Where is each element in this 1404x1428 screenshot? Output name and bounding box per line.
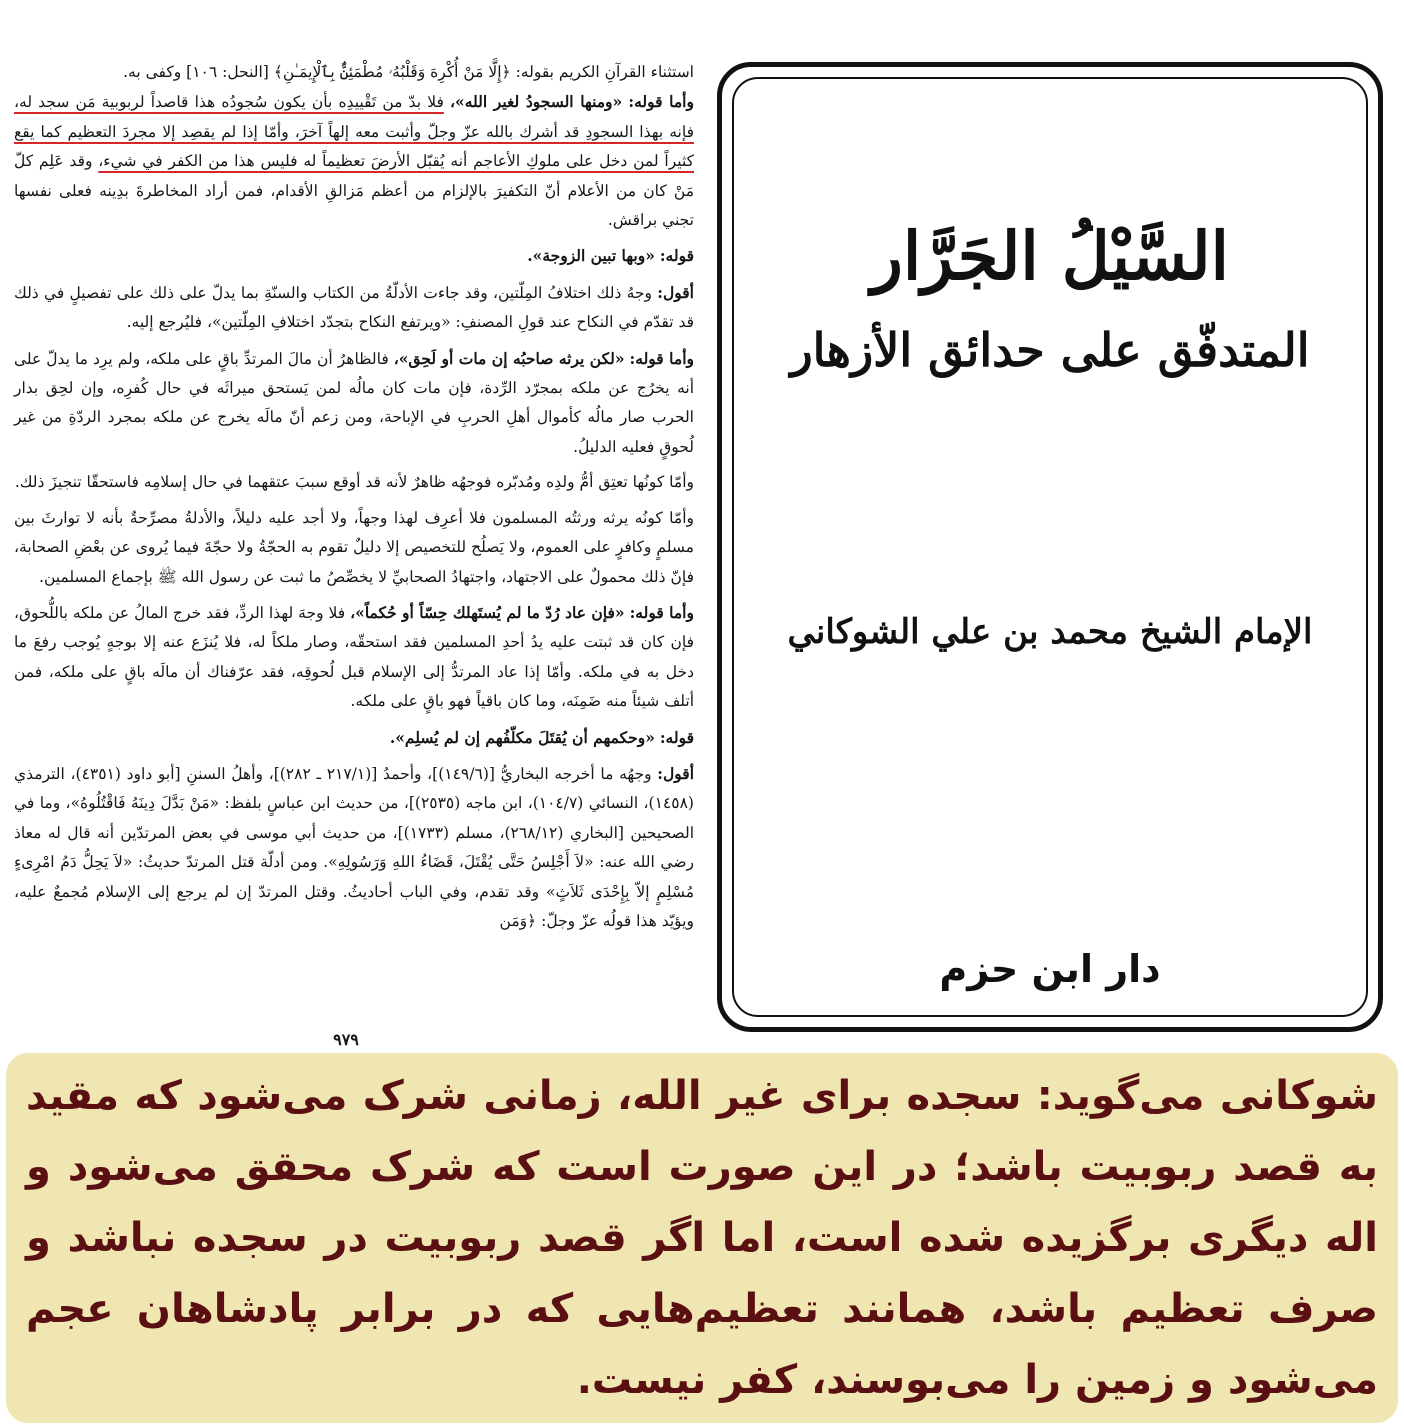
cover-publisher-logo: دار ابن حزم [939, 947, 1161, 991]
paragraph-lead: قوله: [659, 727, 694, 747]
paragraph-lead: أقول: [657, 763, 695, 783]
paragraph-two-religions [14, 278, 694, 338]
paragraph-text: استثناء القرآنِ الكريم بقوله: ﴿إِلَّا مَنْ أُكْرِهَ وَقَلْبُهُۥ مُطْمَئِنٌّۢ بِٱلْإِيمَـٰنِ﴾ [النحل: ١٠٦] وكفى به. [123, 63, 694, 81]
paragraph-lead: وأما قوله: [628, 92, 694, 112]
paragraph-lead: وأما قوله: [629, 602, 694, 622]
paragraph-sujud-non-allah [14, 87, 694, 235]
book-cover [717, 62, 1383, 1032]
paragraph-manumission [14, 468, 694, 497]
paragraph-quote: «لكن يرثه صاحبُه إن مات أو لَحِق»، [393, 348, 625, 368]
paragraph-muslim-heirs [14, 504, 694, 592]
paragraph-text: وجهُه ما أخرجه البخاريُّ [(١٤٩/٦)]، وأحمدُ [(٢١٧/١ ـ ٢٨٢)]، وأهلُ السننِ [أبو داود (٤٣٥١)، الترمذي (١٤٥٨)، النسائي (١٠٤/٧)، ابن ماجه (٢٥٣٥)]، من حديث ابن عباسٍ بلفظ: «مَنْ بَدَّلَ دِينَهُ فَاقْتُلُوهُ»، وما في الصحيحين [البخاري (٢٦٨/١٢)، مسلم (١٧٣٣)]، من حديث أبي موسى في بعض المرتدّين أنه قال له معاذ رضي الله عنه: «لاَ أَجْلِسُ حَتَّى يُقْتَلَ، قَضَاءُ اللهِ وَرَسُولِهِ». ومن أدلّة قتل المرتدّ حديثُ: «لاَ يَحِلُّ دَمُ امْرِىءٍ مُسْلِمٍ إلاّ بِإِحْدَى ثَلاَثٍ» وقد تقدم، وفي الباب أحاديثُ. وقتل المرتدّ إن لم يرجع إلى الإسلام مُجمعٌ عليه، ويؤيّد هذا قولُه عزّ وجلّ: ﴿وَمَن [14, 764, 694, 930]
highlighted-passage: فلا بدّ من تَقْييدِه بأن يكون سُجودُه هذا قاصداً لربوبية مَن سجد له، فإنه بهذا السجودِ قد أشرك بالله عزّ وجلّ وأثبت معه إلهاً آخرَ، وأمّا إذا لم يقصِد إلا مجردَ التعظيم كما يقع كثيراً لمن دخل على ملوكِ الأعاجم أنه يُقبّل الأرضَ تعظيماً له فليس هذا من الكفر في شيء، [14, 93, 694, 171]
paragraph-text: فلا وجهَ لهذا الردِّ، فقد خرج المالُ عن ملكه باللُّحوق، فإن كان قد ثبتت عليه يدُ أحدِ المسلمين فقد استحقّه، وصار ملكاً له، فلا يُنزَع عنه إلا بوجهٍ يُوجب رفعَ ما دخل به في ملكه. وأمّا إذا عاد المرتدُّ إلى الإسلام قبل لُحوقِه، فقد عرّفناك أن مالَه باقٍ على ملكه، فمن أتلف شيئاً منه ضَمِنَه، وما كان باقياً فهو باقٍ على ملكه. [14, 603, 694, 711]
cover-title: السَّيْلُ الجَرَّار [871, 217, 1229, 295]
paragraph-text: وأمّا كونُها تعتِق أمُّ ولدِه ومُدبّره فوجهُه ظاهرٌ لأنه قد أوقع سببَ عتقهما في حال إسلامِه فاستحقّا تنجيزَ ذلك. [14, 473, 694, 492]
paragraph-quote: «ومنها السجودُ لغير الله»، [450, 92, 623, 112]
cover-author: الإمام الشيخ محمد بن علي الشوكاني [787, 612, 1313, 652]
paragraph-quran-exception [14, 58, 694, 87]
paragraph-quote: «وبها تبين الزوجة». [527, 246, 655, 266]
paragraph-text: وجهُ ذلك اختلافُ المِلّتين، وقد جاءت الأدلّةُ من الكتاب والسنّةِ بما يدلّ على ذلك على تفصيلٍ في ذلك قد تقدّم في النكاح عند قولِ المصنفِ: «ويرتفع النكاح بتجدّد اختلافِ المِلّتين»، فليُرجع إليه. [14, 283, 694, 332]
paragraph-return [14, 598, 694, 717]
cover-subtitle: المتدفّق على حدائق الأزهار [790, 323, 1310, 377]
paragraph-quote: «فإن عاد رُدّ ما لم يُستَهلك حِسّاً أو حُكماً»، [350, 602, 625, 622]
paragraph-ruling [14, 723, 694, 753]
paragraph-spouse [14, 241, 694, 271]
page-number: ٩٧٩ [333, 1030, 359, 1049]
paragraph-text: فالظاهرُ أن مالَ المرتدِّ باقٍ على ملكه، ولم يرِد ما يدلّ على أنه يخرُج عن ملكه بمجرّد الرِّدة، فإن مات كان مالُه لمن يَستحق ميراثَه في حال كُفرِه، وإن لحِق بدار الحرب صار مالُه كأموال أهلِ الحربِ في الإباحة، ومن زعم أنّ مالَه يخرج عن ملكه بمجرد الردّةِ من غير لُحوقٍ فعليه الدليلُ. [14, 349, 694, 456]
paragraph-text: وأمّا كونُه يرثه ورثتُه المسلمون فلا أعرِف لهذا وجهاً، ولا أجد عليه دليلاً، والأدلةُ مصرِّحةٌ بأنه لا توارثَ بين مسلمٍ وكافرٍ على العموم، ولا يَصلُح للتخصيص إلا دليلٌ تقوم به الحجّةُ ولا حجّةَ فيما يُروى عن بعْضِ الصحابة، فإنّ ذلك محمولٌ على الاجتهاد، واجتهادُ الصحابيِّ لا يخصِّصُ ما ثبت عن رسول الله ﷺ بإجماع المسلمين. [14, 508, 694, 586]
caption-text: شوکانی می‌گوید: سجده برای غیر الله، زمانی شرک می‌شود که مقید به قصد ربوبیت باشد؛ در این صورت است که شرک محقق می‌شود و اله دیگری برگزیده شده است، اما اگر قصد ربوبیت در سجده نباشد و صرف تعظیم باشد، همانند تعظیم‌هایی که در برابر پادشاهان عجم می‌شود و زمین را می‌بوسند، کفر نیست. [26, 1073, 1378, 1403]
paragraph-lead: أقول: [657, 282, 694, 302]
paragraph-inheritance [14, 344, 694, 463]
paragraph-quote: «وحكمهم أن يُقتَلَ مكلّفُهم إن لم يُسلِم». [389, 727, 655, 747]
paragraph-text: وقد عَلِم كلّ مَنْ كان من الأعلام أنّ التكفيرَ بالإلزام من أعظم مَزالقِ الأقدام، فمن أراد المخاطرةَ بدِينه فعلى نفسها تجني براقش. [14, 152, 694, 230]
book-page-scan [14, 58, 694, 1048]
paragraph-lead: قوله: [659, 246, 694, 266]
caption-box [6, 1053, 1398, 1423]
paragraph-hadith-evidence [14, 759, 694, 936]
paragraph-lead: وأما قوله: [629, 348, 694, 368]
